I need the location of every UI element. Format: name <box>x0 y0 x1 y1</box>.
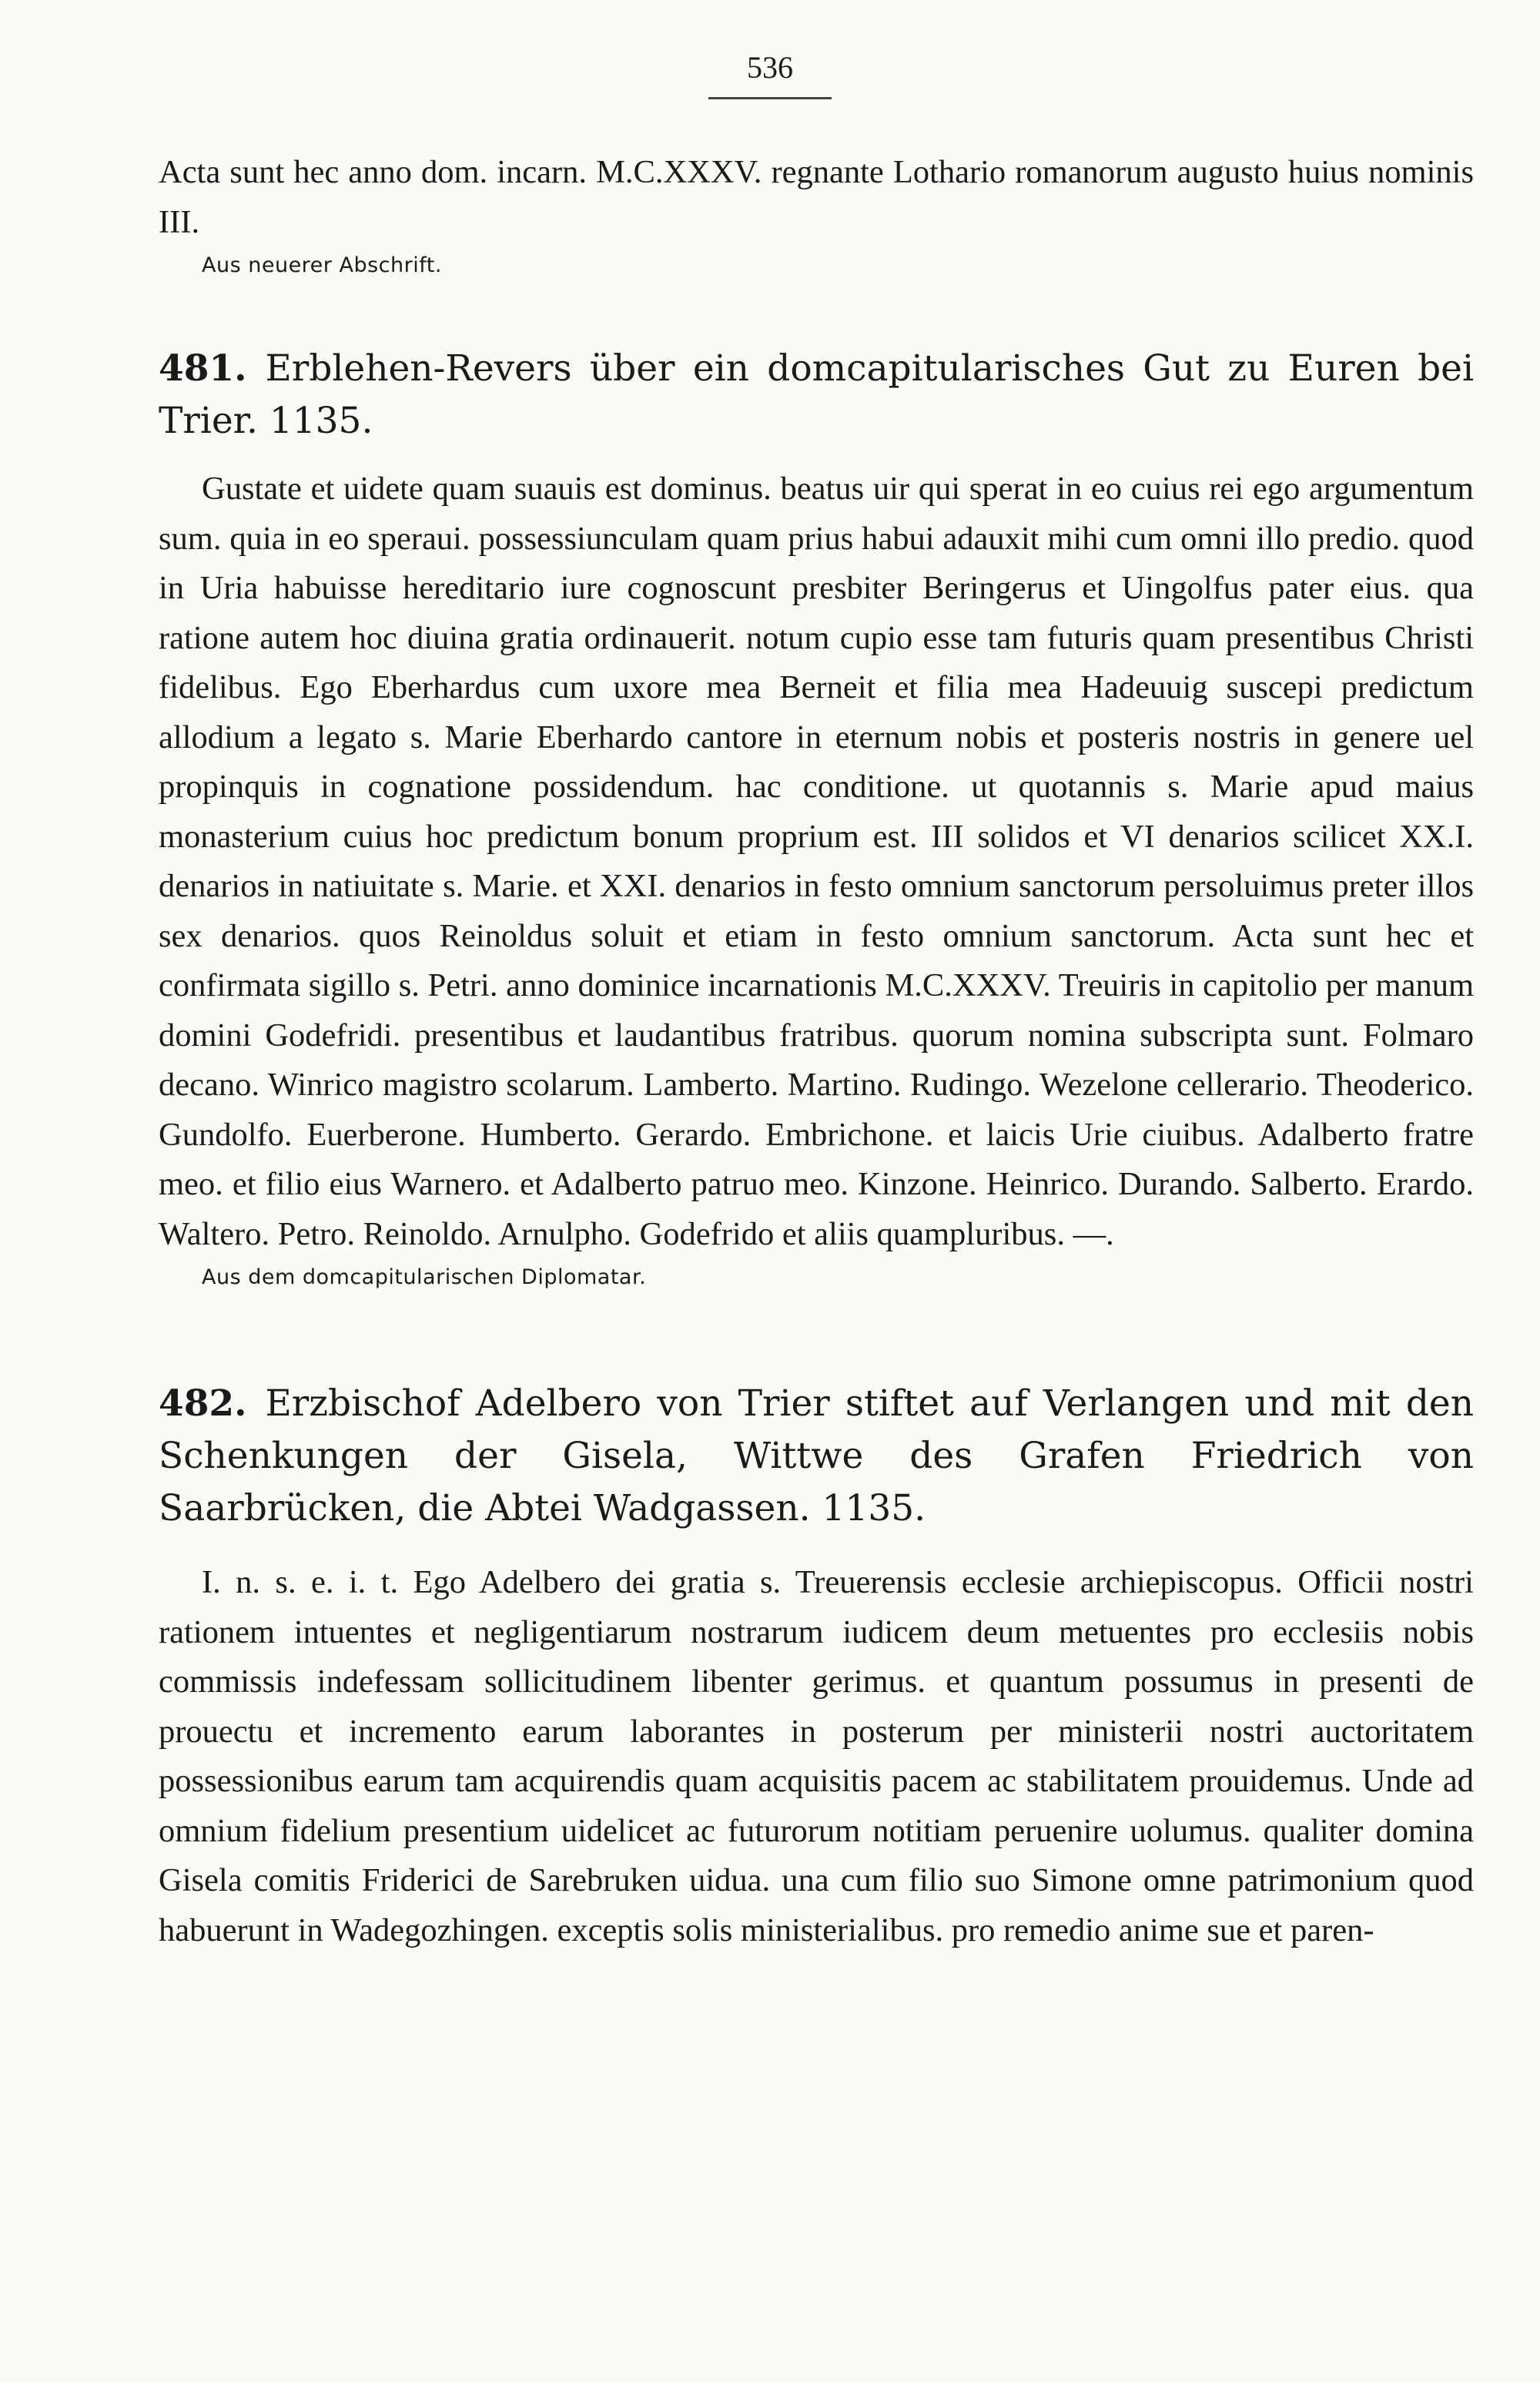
page-number-rule <box>708 97 832 99</box>
document-482-body: I. n. s. e. i. t. Ego Adelbero dei gratia s. Treuerensis ecclesie archiepiscopus. Officii nostri rationem intuentes et negligentiarum nostrarum iudicem deum metuentes pro ecclesiis nobis commissis indefessam sollicitudinem libenter gerimus. et quantum possumus in presenti de prouectu et incremento earum laborantes in posterum per ministerii nostri auctoritatem possessionibus earum tam acquirendis quam acquisitis pacem ac stabilitatem prouidemus. Unde ad omnium fidelium presentium uidelicet ac futurorum notitiam peruenire uolumus. qualiter domina Gisela comitis Friderici de Sarebruken uidua. una cum filio suo Simone omne patrimonium quod habuerunt in Wadegozhingen. exceptis solis ministerialibus. pro remedio anime sue et paren- <box>159 1564 1474 1948</box>
document-481-number: 481. <box>159 347 247 390</box>
previous-document-closing: Acta sunt hec anno dom. incarn. M.C.XXXV. regnante Lothario romanorum augusto huius nominis III. <box>159 154 1474 240</box>
document-481-title: Erblehen-Revers über ein domcapitularisches Gut zu Euren bei Trier. 1135. <box>159 347 1474 442</box>
document-482-title: Erzbischof Adelbero von Trier stiftet auf Verlangen und mit den Schenkungen der Gisela, Wittwe des Grafen Friedrich von Saarbrücken, die Abtei Wadgassen. 1135. <box>159 1382 1474 1529</box>
body-text <box>159 148 1474 1955</box>
document-481-source-note: Aus dem domcapitularischen Diplomatar. <box>202 1265 647 1289</box>
document-482-heading <box>159 1378 1474 1535</box>
page-number: 536 <box>747 50 793 85</box>
document-481-heading <box>159 343 1474 447</box>
document-481-body: Gustate et uidete quam suauis est dominus. beatus uir qui sperat in eo cuius rei ego argumentum sum. quia in eo speraui. possessiunculam quam prius habui adauxit mihi cum omni illo predio. quod in Uria habuisse hereditario iure cognoscunt presbiter Beringerus et Uingolfus pater eius. qua ratione autem hoc diuina gratia ordinauerit. notum cupio esse tam futuris quam presentibus Christi fidelibus. Ego Eberhardus cum uxore mea Berneit et filia mea Hadeuuig suscepi predictum allodium a legato s. Marie Eberhardo cantore in eternum nobis et posteris nostris in genere uel propinquis in cognatione possidendum. hac conditione. ut quotannis s. Marie apud maius monasterium cuius hoc predictum bonum proprium est. III solidos et VI denarios scilicet XX.I. denarios in natiuitate s. Marie. et XXI. denarios in festo omnium sanctorum persoluimus preter illos sex denarios. quos Reinoldus soluit et etiam in festo omnium sanctorum. Acta sunt hec et confirmata sigillo s. Petri. anno dominice incarnationis M.C.XXXV. Treuiris in capitolio per manum domini Godefridi. presentibus et laudantibus fratribus. quorum nomina subscripta sunt. Folmaro decano. Winrico magistro scolarum. Lamberto. Martino. Rudingo. Wezelone cellerario. Theoderico. Gundolfo. Euerberone. Humberto. Gerardo. Embrichone. et laicis Urie ciuibus. Adalberto fratre meo. et filio eius Warnero. et Adalberto patruo meo. Kinzone. Heinrico. Durando. Salberto. Erardo. Waltero. Petro. Reinoldo. Arnulpho. Godefrido et aliis quampluribus. —. <box>159 471 1474 1252</box>
previous-document-source-note: Aus neuerer Abschrift. <box>202 253 442 277</box>
document-482-number: 482. <box>159 1382 247 1425</box>
